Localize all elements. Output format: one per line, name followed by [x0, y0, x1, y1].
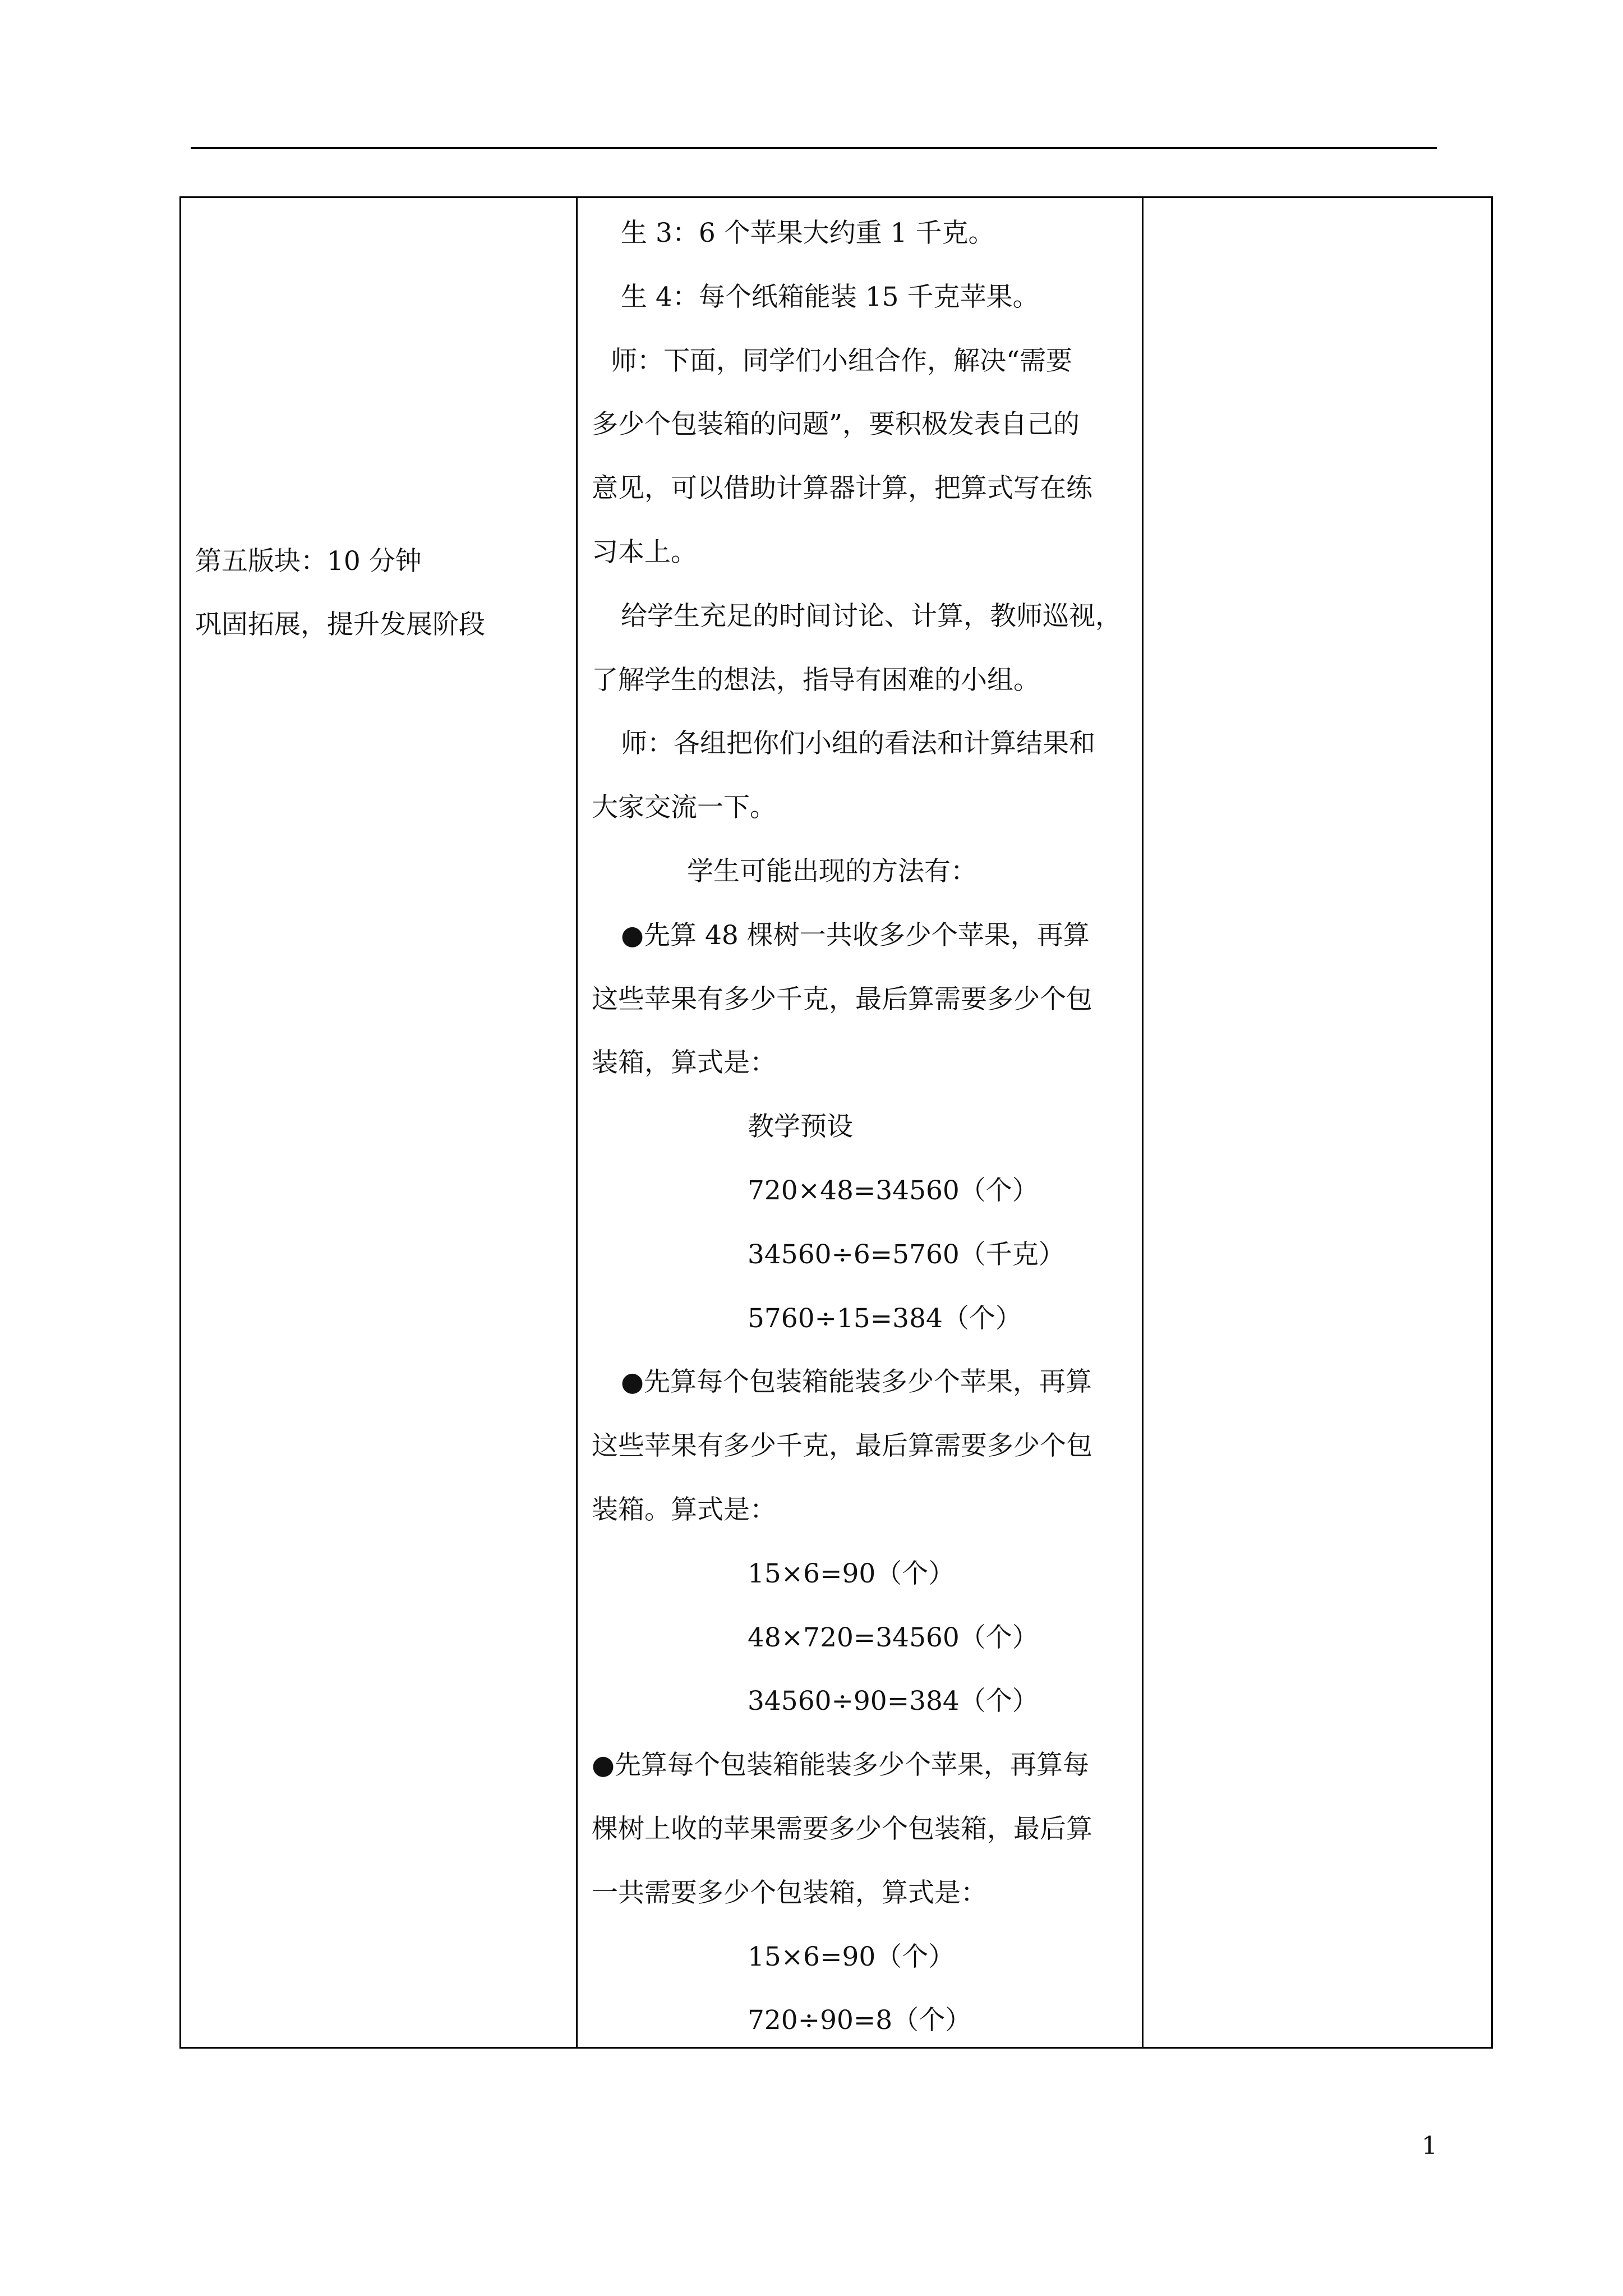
- formula-line: 720×48=34560（个）: [748, 1175, 1039, 1206]
- text-line: 装箱。算式是：: [592, 1494, 776, 1525]
- text-line: 大家交流一下。: [592, 792, 776, 823]
- text-line: 装箱，算式是：: [592, 1047, 776, 1079]
- text-line: 师：下面，同学们小组合作，解决“需要: [611, 345, 1073, 376]
- text-line: 这些苹果有多少千克，最后算需要多少个包: [592, 983, 1092, 1015]
- text-line: 意见，可以借助计算器计算，把算式写在练: [592, 473, 1092, 504]
- text-line: 给学生充足的时间讨论、计算，教师巡视，: [621, 600, 1122, 632]
- methods-heading: 学生可能出现的方法有：: [687, 855, 977, 887]
- text-line: 习本上。: [592, 536, 697, 568]
- formula-line: 34560÷6=5760（千克）: [748, 1239, 1065, 1270]
- formula-line: 720÷90=8（个）: [748, 2005, 972, 2036]
- method-bullet-1: ●先算 48 棵树一共收多少个苹果，再算: [621, 919, 1090, 951]
- method-bullet-2: ●先算每个包装箱能装多少个苹果，再算: [621, 1366, 1092, 1398]
- header-rule: [191, 147, 1437, 149]
- teaching-process-cell: [592, 201, 1138, 2053]
- formula-line: 5760÷15=384（个）: [748, 1303, 1022, 1334]
- text-line: 一共需要多少个包装箱，算式是：: [592, 1877, 987, 1908]
- text-line: 生 3：6 个苹果大约重 1 千克。: [621, 218, 995, 249]
- text-line: 这些苹果有多少千克，最后算需要多少个包: [592, 1430, 1092, 1462]
- text-line: 生 4：每个纸箱能装 15 千克苹果。: [621, 281, 1039, 312]
- column-divider-right: [1142, 198, 1144, 2047]
- formula-line: 34560÷90=384（个）: [748, 1686, 1039, 1717]
- formula-line: 15×6=90（个）: [748, 1941, 955, 1972]
- method-bullet-3: ●先算每个包装箱能装多少个苹果，再算每: [592, 1750, 1090, 1781]
- text-line: 了解学生的想法，指导有困难的小组。: [592, 664, 1040, 696]
- stage-cell: [195, 530, 565, 656]
- text-line: 棵树上收的苹果需要多少个包装箱，最后算: [592, 1813, 1092, 1844]
- stage-title: 第五版块：10 分钟: [195, 546, 422, 577]
- section-label: 教学预设: [748, 1111, 853, 1143]
- page-number: 1: [1422, 2132, 1437, 2160]
- formula-line: 15×6=90（个）: [748, 1558, 955, 1589]
- column-divider-left: [576, 198, 578, 2047]
- stage-subtitle: 巩固拓展，提升发展阶段: [195, 609, 485, 640]
- text-line: 多少个包装箱的问题”，要积极发表自己的: [592, 409, 1080, 440]
- text-line: 师：各组把你们小组的看法和计算结果和: [621, 728, 1095, 760]
- formula-line: 48×720=34560（个）: [748, 1622, 1039, 1653]
